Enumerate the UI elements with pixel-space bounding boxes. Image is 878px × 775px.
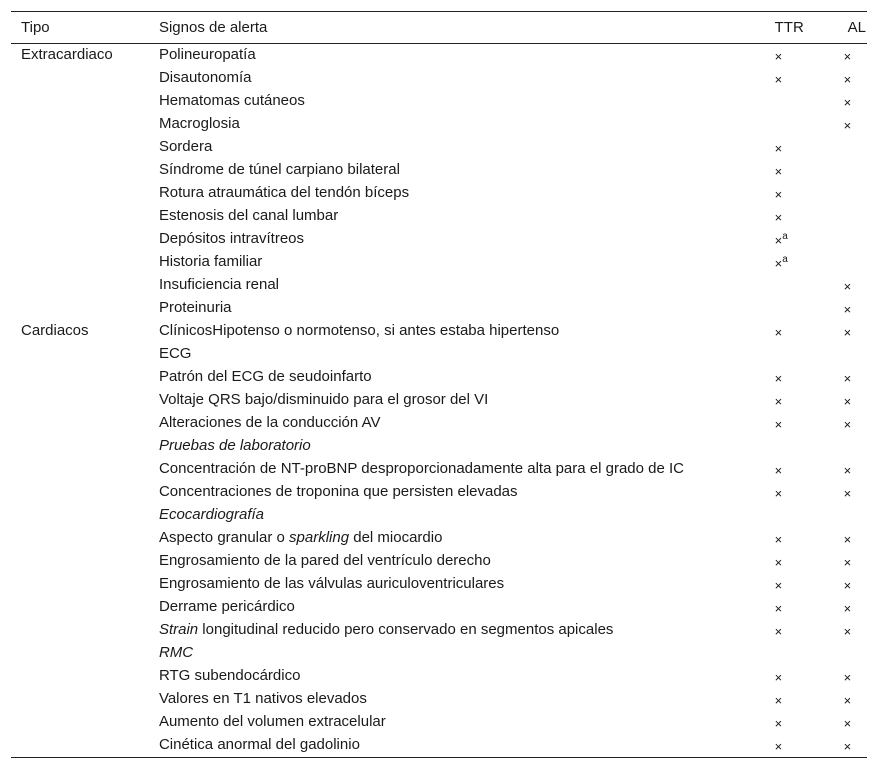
row-ttr	[758, 343, 836, 366]
row-signo	[159, 619, 758, 642]
row-signo	[159, 90, 758, 113]
ttr-mark: ×	[774, 738, 783, 754]
row-ttr	[758, 711, 836, 734]
row-signo	[159, 527, 758, 550]
row-ttr	[758, 159, 836, 182]
row-al	[836, 113, 867, 136]
ttr-mark: ×	[774, 485, 783, 501]
table-row	[11, 573, 867, 596]
row-tipo	[11, 412, 159, 435]
row-al	[836, 228, 867, 251]
row-ttr	[758, 573, 836, 596]
row-tipo	[11, 90, 159, 113]
row-tipo	[11, 136, 159, 159]
header-ttr: TTR	[758, 12, 836, 44]
table-row	[11, 366, 867, 389]
signo-text: Sordera	[158, 137, 213, 155]
table-row	[11, 90, 867, 113]
row-al	[836, 527, 867, 550]
row-signo	[159, 113, 758, 136]
signo-text: longitudinal reducido pero conservado en segmentos apicales	[198, 620, 614, 638]
al-mark: ×	[843, 117, 852, 133]
row-signo	[159, 366, 758, 389]
row-al	[836, 159, 867, 182]
row-signo	[159, 274, 758, 297]
header-al: AL	[836, 12, 867, 44]
row-ttr	[758, 320, 836, 343]
row-al	[836, 642, 867, 665]
row-tipo	[11, 366, 159, 389]
signo-text: Concentraciones de troponina que persisten elevadas	[158, 482, 518, 500]
signo-text: Ecocardiografía	[158, 505, 265, 523]
row-signo	[159, 665, 758, 688]
row-al	[836, 711, 867, 734]
table-row	[11, 527, 867, 550]
ttr-mark: ×	[774, 600, 783, 616]
row-al	[836, 67, 867, 90]
ttr-mark: ×	[774, 370, 783, 386]
ttr-mark: ×	[774, 715, 783, 731]
row-signo	[159, 550, 758, 573]
al-mark: ×	[843, 416, 852, 432]
row-signo	[159, 205, 758, 228]
row-al	[836, 136, 867, 159]
al-mark: ×	[843, 623, 852, 639]
row-signo	[159, 67, 758, 90]
al-mark: ×	[843, 577, 852, 593]
signo-text: RMC	[158, 643, 194, 661]
row-signo	[159, 596, 758, 619]
row-ttr	[758, 596, 836, 619]
row-al	[836, 274, 867, 297]
al-mark: ×	[843, 49, 852, 64]
table-row	[11, 412, 867, 435]
ttr-mark: ×	[774, 209, 783, 225]
table-row	[11, 665, 867, 688]
row-tipo	[11, 458, 159, 481]
row-tipo	[11, 504, 159, 527]
row-al	[836, 320, 867, 343]
signo-text: Patrón del ECG de seudoinfarto	[158, 367, 372, 385]
ttr-mark: ×	[774, 163, 783, 179]
row-tipo	[11, 343, 159, 366]
al-mark: ×	[843, 692, 852, 708]
ttr-mark: ×	[774, 692, 783, 708]
al-mark: ×	[843, 715, 852, 731]
table-row	[11, 435, 867, 458]
al-mark: ×	[843, 71, 852, 87]
row-tipo	[11, 573, 159, 596]
table-body	[11, 44, 867, 758]
table-row	[11, 159, 867, 182]
ttr-mark: ×	[774, 71, 783, 87]
row-al	[836, 550, 867, 573]
signo-text: Alteraciones de la conducción AV	[158, 413, 381, 431]
row-tipo	[11, 435, 159, 458]
row-al	[836, 665, 867, 688]
row-section-heading	[159, 435, 758, 458]
al-mark: ×	[843, 462, 852, 478]
table-row	[11, 619, 867, 642]
row-al	[836, 481, 867, 504]
signo-text: Voltaje QRS bajo/disminuido para el grosor del VI	[158, 390, 489, 408]
table-row	[11, 481, 867, 504]
row-section-heading	[159, 504, 758, 527]
signo-text: Depósitos intravítreos	[158, 229, 305, 247]
row-tipo	[11, 182, 159, 205]
row-signo	[159, 228, 758, 251]
row-tipo	[11, 389, 159, 412]
signo-text: Rotura atraumática del tendón bíceps	[158, 183, 410, 201]
row-tipo	[11, 481, 159, 504]
al-mark: ×	[843, 669, 852, 685]
al-mark: ×	[843, 301, 852, 317]
table-row	[11, 458, 867, 481]
signo-text: Valores en T1 nativos elevados	[158, 689, 367, 707]
signo-text: Concentración de NT-proBNP desproporcionadamente alta para el grado de IC	[158, 459, 684, 477]
row-section-heading	[159, 343, 758, 366]
row-tipo	[11, 619, 159, 642]
row-signo	[159, 320, 758, 343]
header-tipo: Tipo	[11, 12, 159, 44]
header-signos: Signos de alerta	[159, 12, 758, 44]
al-mark: ×	[843, 370, 852, 386]
ttr-mark: ×	[774, 416, 783, 432]
footnote-mark: a	[782, 230, 788, 242]
al-mark: ×	[843, 485, 852, 501]
al-mark: ×	[843, 324, 852, 340]
row-signo	[159, 389, 758, 412]
ttr-mark: ×	[774, 232, 783, 248]
signo-text: ECG	[158, 344, 192, 362]
signo-text: Estenosis del canal lumbar	[158, 206, 339, 224]
ttr-mark: ×	[774, 577, 783, 593]
ttr-mark: ×	[774, 324, 783, 340]
row-signo	[159, 573, 758, 596]
table-row	[11, 389, 867, 412]
row-signo	[159, 412, 758, 435]
row-ttr	[758, 228, 836, 251]
row-al	[836, 389, 867, 412]
table-row	[11, 228, 867, 251]
row-ttr	[758, 619, 836, 642]
row-ttr	[758, 550, 836, 573]
table-row	[11, 734, 867, 758]
ttr-mark: ×	[774, 186, 783, 202]
row-ttr	[758, 366, 836, 389]
row-tipo	[11, 596, 159, 619]
al-mark: ×	[843, 738, 852, 754]
row-signo	[159, 711, 758, 734]
row-al	[836, 435, 867, 458]
row-signo	[159, 44, 758, 67]
row-ttr	[758, 67, 836, 90]
row-signo	[159, 251, 758, 274]
row-signo	[159, 136, 758, 159]
signo-text: Síndrome de túnel carpiano bilateral	[158, 160, 400, 178]
row-al	[836, 44, 867, 67]
signo-text: RTG subendocárdico	[158, 666, 301, 684]
al-mark: ×	[843, 94, 852, 110]
signo-text: Derrame pericárdico	[158, 597, 295, 615]
row-tipo	[11, 734, 159, 758]
row-al	[836, 182, 867, 205]
row-ttr	[758, 665, 836, 688]
row-signo	[159, 182, 758, 205]
ttr-mark: ×	[774, 669, 783, 685]
table-row	[11, 688, 867, 711]
ttr-mark: ×	[774, 554, 783, 570]
row-ttr	[758, 642, 836, 665]
signo-text: Historia familiar	[158, 252, 263, 270]
row-al	[836, 366, 867, 389]
row-tipo	[11, 67, 159, 90]
table-row	[11, 297, 867, 320]
row-ttr	[758, 90, 836, 113]
row-tipo	[11, 688, 159, 711]
row-al	[836, 688, 867, 711]
table-row	[11, 67, 867, 90]
row-tipo	[11, 113, 159, 136]
signo-text: Engrosamiento de la pared del ventrículo derecho	[158, 551, 491, 569]
table-row	[11, 550, 867, 573]
row-ttr	[758, 297, 836, 320]
row-ttr	[758, 481, 836, 504]
row-al	[836, 251, 867, 274]
row-tipo	[11, 665, 159, 688]
table-row	[11, 182, 867, 205]
signo-text: Aumento del volumen extracelular	[158, 712, 386, 730]
row-tipo: Cardiacos	[21, 321, 89, 339]
row-ttr	[758, 527, 836, 550]
row-ttr	[758, 113, 836, 136]
row-al	[836, 297, 867, 320]
signo-text: Proteinuria	[158, 298, 232, 316]
table-row	[11, 113, 867, 136]
row-signo	[159, 688, 758, 711]
row-tipo	[11, 205, 159, 228]
signo-text: Hematomas cutáneos	[158, 91, 305, 109]
row-ttr	[758, 136, 836, 159]
signo-text: Pruebas de laboratorio	[158, 436, 311, 454]
row-al	[836, 458, 867, 481]
row-signo	[159, 458, 758, 481]
table-row	[11, 504, 867, 527]
row-tipo	[11, 711, 159, 734]
al-mark: ×	[843, 278, 852, 294]
footnote-mark: a	[782, 253, 788, 265]
row-al	[836, 734, 867, 758]
ttr-mark: ×	[774, 531, 783, 547]
table-row	[11, 136, 867, 159]
table-row	[11, 596, 867, 619]
signo-text: Aspecto granular o	[158, 528, 290, 546]
row-signo	[159, 734, 758, 758]
row-section-heading	[159, 642, 758, 665]
row-ttr	[758, 734, 836, 758]
row-signo	[159, 297, 758, 320]
row-al	[836, 504, 867, 527]
row-ttr	[758, 44, 836, 67]
signo-text: Macroglosia	[158, 114, 240, 132]
table-row	[11, 711, 867, 734]
red-flags-table	[11, 11, 867, 758]
row-tipo	[11, 159, 159, 182]
row-tipo	[11, 527, 159, 550]
table-row	[11, 44, 867, 67]
row-ttr	[758, 251, 836, 274]
ttr-mark: ×	[774, 140, 783, 156]
row-ttr	[758, 458, 836, 481]
row-ttr	[758, 504, 836, 527]
al-mark: ×	[843, 554, 852, 570]
ttr-mark: ×	[774, 462, 783, 478]
row-ttr	[758, 182, 836, 205]
signo-text: Polineuropatía	[158, 46, 256, 63]
signo-text: Insuficiencia renal	[158, 275, 280, 293]
row-tipo	[11, 228, 159, 251]
row-tipo	[11, 297, 159, 320]
table-row	[11, 251, 867, 274]
row-al	[836, 205, 867, 228]
row-signo	[159, 159, 758, 182]
row-al	[836, 596, 867, 619]
table-row	[11, 320, 867, 343]
row-signo	[159, 481, 758, 504]
row-al	[836, 412, 867, 435]
row-ttr	[758, 205, 836, 228]
table-row	[11, 642, 867, 665]
row-tipo	[11, 642, 159, 665]
row-al	[836, 619, 867, 642]
table-row	[11, 274, 867, 297]
row-ttr	[758, 389, 836, 412]
al-mark: ×	[843, 600, 852, 616]
row-tipo: Extracardiaco	[21, 46, 113, 63]
row-al	[836, 343, 867, 366]
row-tipo	[11, 251, 159, 274]
table-row	[11, 205, 867, 228]
al-mark: ×	[843, 531, 852, 547]
table-row	[11, 343, 867, 366]
signo-text: Cinética anormal del gadolinio	[158, 735, 360, 753]
signo-text: del miocardio	[349, 528, 443, 546]
row-al	[836, 573, 867, 596]
header-row	[11, 12, 867, 44]
ttr-mark: ×	[774, 255, 783, 271]
signo-text: sparkling	[289, 528, 350, 546]
row-tipo	[11, 274, 159, 297]
ttr-mark: ×	[774, 623, 783, 639]
ttr-mark: ×	[774, 49, 783, 64]
row-ttr	[758, 412, 836, 435]
row-al	[836, 90, 867, 113]
al-mark: ×	[843, 393, 852, 409]
row-tipo	[11, 550, 159, 573]
signo-text: Disautonomía	[158, 68, 252, 86]
row-ttr	[758, 274, 836, 297]
signo-text: ClínicosHipotenso o normotenso, si antes estaba hipertenso	[158, 321, 560, 339]
ttr-mark: ×	[774, 393, 783, 409]
row-ttr	[758, 688, 836, 711]
signo-text: Strain	[158, 620, 199, 638]
row-ttr	[758, 435, 836, 458]
signo-text: Engrosamiento de las válvulas auriculoventriculares	[158, 574, 505, 592]
